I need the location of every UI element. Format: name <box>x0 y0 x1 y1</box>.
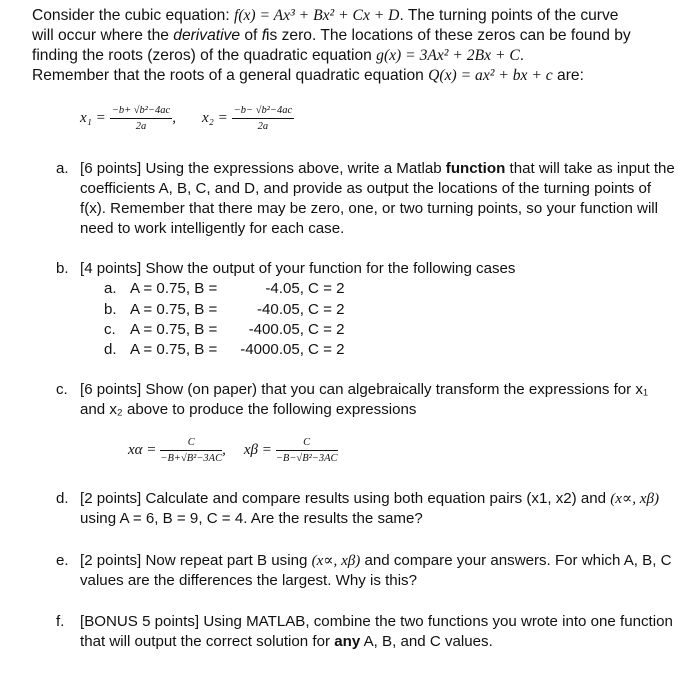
x-alpha-fraction <box>160 436 222 465</box>
question-text: [BONUS 5 points] Using MATLAB, combine the two functions you wrote into one function that will output the correct solution for <box>80 613 673 650</box>
case-a-value: A = 0.75, B = <box>130 341 218 358</box>
case-label: b. <box>104 301 117 318</box>
question-text: and compare your answers. For which A, B, C values are the differences the largest. Why is this? <box>80 552 672 589</box>
case-b-value: -40.05, <box>257 301 304 318</box>
intro-text: finding the roots (zeros) of the quadratic equation <box>32 47 377 64</box>
alpha-beta-pair: (x∝, xβ) <box>610 491 659 507</box>
quadratic-g-equation: g(x) = 3Ax² + 2Bx + C <box>376 47 520 64</box>
case-b-value: -4.05, <box>265 280 304 297</box>
question-c <box>56 380 676 420</box>
intro-line-4 <box>32 66 682 86</box>
intro-paragraph <box>32 6 682 86</box>
question-text: that will take as input the coefficients A, B, C, and D, and provide as output the locations of the turning points of f(x). Remember that there may be zero, one, or two turning points, so your function will need to work intelligently for each case. <box>80 160 675 237</box>
x-alpha-label: xα = <box>128 442 157 458</box>
intro-line-1 <box>32 6 682 26</box>
case-a-value: A = 0.75, B = <box>130 301 218 318</box>
x1-denominator: 2a <box>135 121 147 132</box>
case-c-value: C = 2 <box>308 280 345 297</box>
x2-fraction <box>232 104 294 133</box>
alpha-beta-pair: (x∝, xβ) <box>311 553 361 569</box>
roots-formula <box>80 104 294 133</box>
x-beta-numerator: C <box>276 436 338 451</box>
question-b <box>56 259 676 279</box>
quadratic-q-equation: Q(x) = ax² + bx + c <box>428 67 553 84</box>
question-a-label: a. <box>56 160 69 177</box>
f-emphasis: f <box>261 27 267 44</box>
question-d-label: d. <box>56 490 69 507</box>
question-b-text: [4 points] Show the output of your function for the following cases <box>80 260 516 277</box>
question-b-label: b. <box>56 260 69 277</box>
case-c-value: C = 2 <box>308 301 345 318</box>
question-c-label: c. <box>56 381 68 398</box>
question-text: [6 points] Using the expressions above, write a Matlab <box>80 160 446 177</box>
case-b-value: -4000.05, <box>240 341 304 358</box>
case-label: d. <box>104 341 117 358</box>
intro-text: . The turning points of the curve <box>399 7 619 24</box>
question-d-text <box>80 489 676 529</box>
formula-separator: , <box>222 442 226 458</box>
intro-text: is zero. The locations of these zeros can be found by <box>266 27 631 44</box>
x-beta-label: xβ = <box>243 442 272 458</box>
x1-numerator: −b+ √b²−4ac <box>110 104 172 119</box>
alt-roots-formula <box>128 436 338 465</box>
question-text: [2 points] Calculate and compare results using both equation pairs (x1, x2) and <box>80 490 611 507</box>
question-e-text <box>80 551 676 591</box>
question-e <box>56 551 676 591</box>
x-beta-denominator: −B−√B²−3AC <box>275 453 338 464</box>
question-text: A, B, and C values. <box>360 633 493 650</box>
case-row <box>104 300 345 320</box>
cubic-equation: f(x) = Ax³ + Bx² + Cx + D <box>233 7 400 24</box>
intro-text: Consider the cubic equation: <box>32 7 234 24</box>
case-c-value: C = 2 <box>308 341 345 358</box>
x2-label: x₂ = <box>201 110 228 126</box>
question-f-label: f. <box>56 613 65 630</box>
question-text: using A = 6, B = 9, C = 4. Are the results the same? <box>80 510 423 527</box>
case-row <box>104 320 345 340</box>
intro-text: are: <box>552 67 584 84</box>
question-text: [2 points] Now repeat part B using <box>80 552 312 569</box>
case-a-value: A = 0.75, B = <box>130 280 218 297</box>
x-alpha-numerator: C <box>160 436 222 451</box>
case-c-value: C = 2 <box>308 321 345 338</box>
x-beta-fraction <box>276 436 338 465</box>
question-f-text <box>80 612 676 652</box>
question-a-text <box>80 159 676 239</box>
case-label: a. <box>104 280 117 297</box>
x1-label: x₁ = <box>80 110 106 126</box>
question-d <box>56 489 676 529</box>
question-a <box>56 159 676 239</box>
case-row <box>104 279 345 299</box>
any-emphasis: any <box>334 633 361 650</box>
intro-text: will occur where the <box>32 27 174 44</box>
case-a-value: A = 0.75, B = <box>130 321 218 338</box>
x2-denominator: 2a <box>257 121 269 132</box>
intro-text: . <box>519 47 525 64</box>
intro-line-3 <box>32 46 682 66</box>
case-label: c. <box>104 321 116 338</box>
case-b-value: -400.05, <box>248 321 304 338</box>
question-e-label: e. <box>56 552 69 569</box>
intro-text: of <box>240 27 262 44</box>
case-row <box>104 340 345 360</box>
x-alpha-denominator: −B+√B²−3AC <box>160 453 223 464</box>
intro-text: Remember that the roots of a general quadratic equation <box>32 67 429 84</box>
x2-numerator: −b− √b²−4ac <box>232 104 294 119</box>
derivative-emphasis: derivative <box>173 27 241 44</box>
question-c-text: [6 points] Show (on paper) that you can algebraically transform the expressions for x₁ and x₂ above to produce the following expressions <box>80 381 649 418</box>
formula-separator: , <box>172 110 176 126</box>
x1-fraction <box>110 104 172 133</box>
function-emphasis: function <box>445 160 506 177</box>
question-f <box>56 612 676 652</box>
intro-line-2 <box>32 26 682 46</box>
